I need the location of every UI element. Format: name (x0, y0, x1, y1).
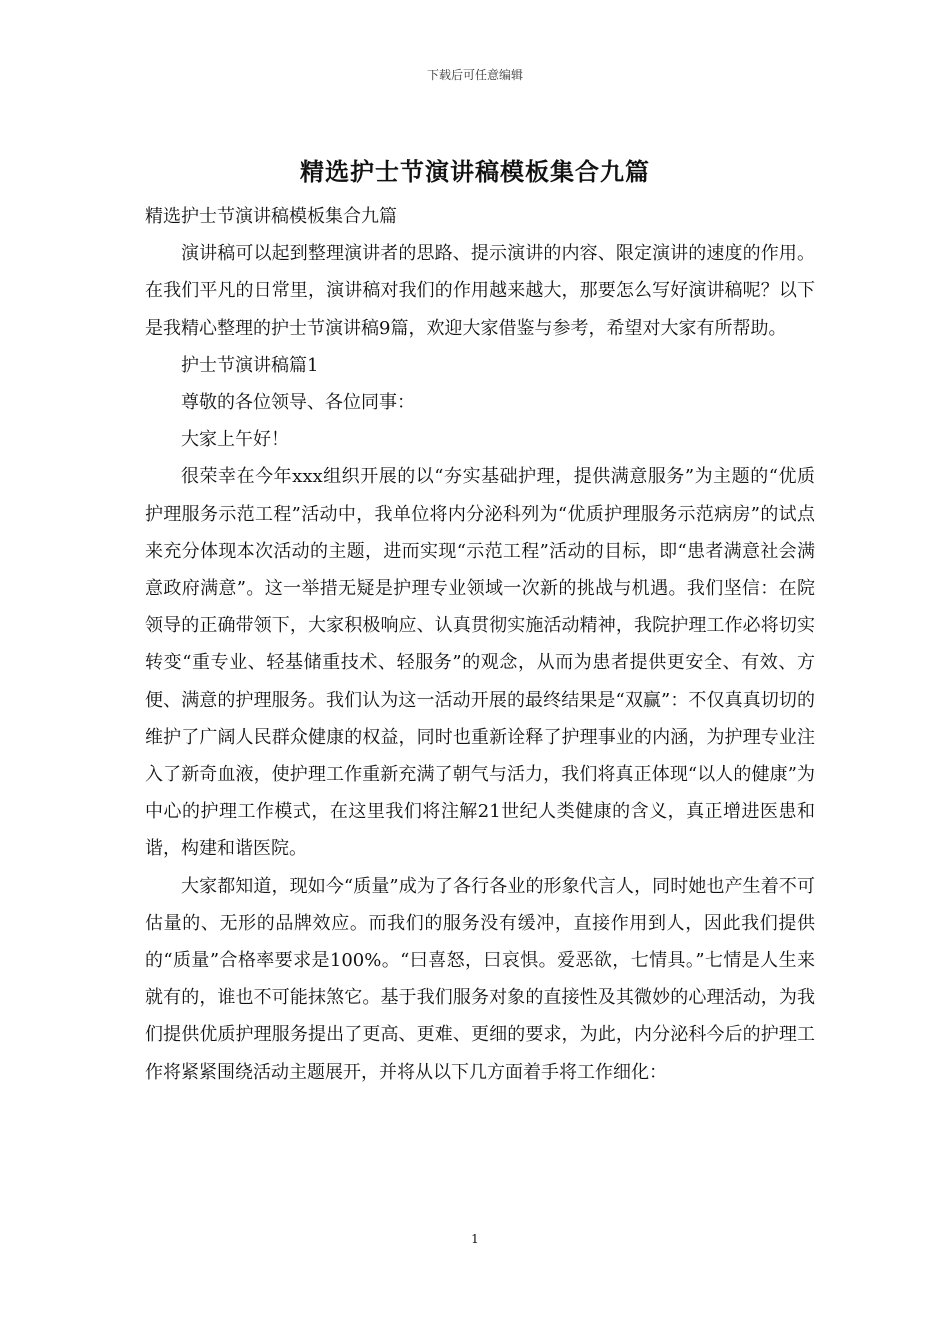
header-note: 下载后可任意编辑 (426, 68, 523, 82)
document-title: 精选护士节演讲稿模板集合九篇 (300, 157, 650, 186)
paragraph-body-2: 大家都知道，现如今“质量”成为了各行各业的形象代言人，同时她也产生着不可估量的、无形的品牌效应。而我们的服务没有缓冲，直接作用到人，因此我们提供的“质量”合格率要求是100%。“曰喜怒，曰哀惧。爱恶欲，七情具。”七情是人生来就有的，谁也不可能抹煞它。基于我们服务对象的直接性及其微妙的心理活动，为我们提供优质护理服务提出了更高、更难、更细的要求，为此，内分泌科今后的护理工作将紧紧围绕活动主题展开，并将从以下几方面着手将工作细化： (145, 875, 815, 1083)
paragraph-subtitle: 精选护士节演讲稿模板集合九篇 (145, 206, 397, 227)
page-number: 1 (471, 1232, 479, 1246)
paragraph-intro: 演讲稿可以起到整理演讲者的思路、提示演讲的内容、限定演讲的速度的作用。在我们平凡的日常里，演讲稿对我们的作用越来越大，那要怎么写好演讲稿呢？以下是我精心整理的护士节演讲稿9篇，欢迎大家借鉴与参考，希望对大家有所帮助。 (145, 243, 815, 339)
paragraph-salutation: 尊敬的各位领导、各位同事： (181, 392, 415, 414)
document-body (145, 198, 815, 1091)
paragraph-body-1: 很荣幸在今年xxx组织开展的以“夯实基础护理，提供满意服务”为主题的“优质护理服务示范工程”活动中，我单位将内分泌科列为“优质护理服务示范病房”的试点来充分体现本次活动的主题，进而实现“示范工程”活动的目标，即“患者满意社会满意政府满意”。这一举措无疑是护理专业领域一次新的挑战与机遇。我们坚信：在院领导的正确带领下，大家积极响应、认真贯彻实施活动精神，我院护理工作必将切实转变“重专业、轻基储重技术、轻服务”的观念，从而为患者提供更安全、有效、方便、满意的护理服务。我们认为这一活动开展的最终结果是“双赢”：不仅真真切切的维护了广阔人民群众健康的权益，同时也重新诠释了护理事业的内涵，为护理专业注入了新奇血液，使护理工作重新充满了朝气与活力，我们将真正体现“以人的健康”为中心的护理工作模式，在这里我们将注解21世纪人类健康的含义，真正增进医患和谐，构建和谐医院。 (145, 466, 815, 860)
paragraph-greeting: 大家上午好！ (181, 429, 289, 451)
paragraph-section-heading: 护士节演讲稿篇1 (181, 354, 319, 376)
